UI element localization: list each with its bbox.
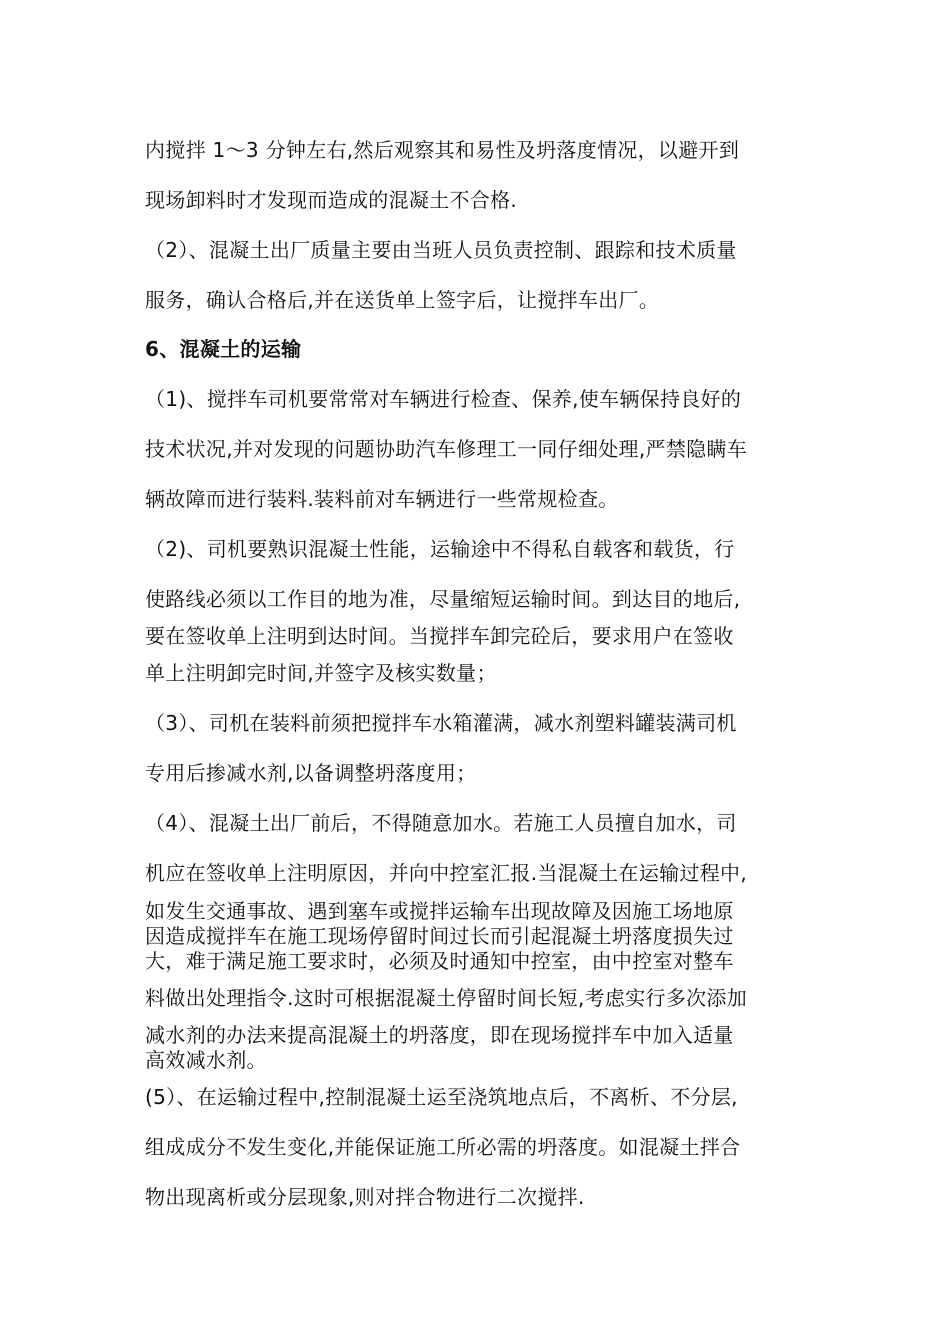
text-line: 如发生交通事故、遇到塞车或搅拌运输车出现故障及因施工场地原: [145, 899, 734, 923]
text-line: 减水剂的办法来提高混凝土的坍落度，即在现场搅拌车中加入适量: [145, 1023, 734, 1047]
text-line: 物出现离析或分层现象,则对拌合物进行二次搅拌.: [145, 1185, 585, 1209]
text-line: (5）、在运输过程中,控制混凝土运至浇筑地点后，不离析、不分层,: [145, 1085, 738, 1109]
text-line: 要在签收单上注明到达时间。当搅拌车卸完砼后，要求用户在签收: [145, 624, 734, 648]
text-line: 大，难于满足施工要求时，必须及时通知中控室，由中控室对整车: [145, 949, 734, 973]
text-line: 技术状况,并对发现的问题协助汽车修理工一同仔细处理,严禁隐瞒车: [145, 437, 748, 461]
text-line: 内搅拌 1～3 分钟左右,然后观察其和易性及坍落度情况，以避开到: [145, 138, 740, 162]
text-line: 服务，确认合格后,并在送货单上签字后，让搅拌车出厂。: [145, 288, 660, 312]
text-line: 单上注明卸完时间,并签字及核实数量；: [145, 661, 497, 685]
text-line: （4）、混凝土出厂前后，不得随意加水。若施工人员擅自加水，司: [145, 811, 737, 835]
text-line: 辆故障而进行装料.装料前对车辆进行一些常规检查。: [145, 487, 619, 511]
text-line: （2)、司机要熟识混凝土性能，运输途中不得私自载客和载货，行: [145, 537, 735, 561]
text-line: 高效减水剂。: [145, 1048, 267, 1072]
text-line: （1)、搅拌车司机要常常对车辆进行检查、保养,使车辆保持良好的: [145, 387, 742, 411]
text-line: 专用后掺减水剂,以备调整坍落度用；: [145, 761, 477, 785]
text-line: （2）、混凝土出厂质量主要由当班人员负责控制、跟踪和技术质量: [145, 238, 737, 262]
text-line: 机应在签收单上注明原因，并向中控室汇报.当混凝土在运输过程中,: [145, 861, 748, 885]
text-line: 因造成搅拌车在施工现场停留时间过长而引起混凝土坍落度损失过: [145, 924, 734, 948]
text-line: 组成成分不发生变化,并能保证施工所必需的坍落度。如混凝土拌合: [145, 1135, 741, 1159]
text-line: 料做出处理指令.这时可根据混凝土停留时间长短,考虑实行多次添加: [145, 986, 748, 1010]
text-line: 现场卸料时才发现而造成的混凝土不合格.: [145, 188, 518, 212]
section-heading: 6、混凝土的运输: [145, 337, 302, 361]
text-line: （3）、司机在装料前须把搅拌车水箱灌满，减水剂塑料罐装满司机: [145, 711, 737, 735]
text-line: 使路线必须以工作目的地为准，尽量缩短运输时间。到达目的地后,: [145, 587, 741, 611]
